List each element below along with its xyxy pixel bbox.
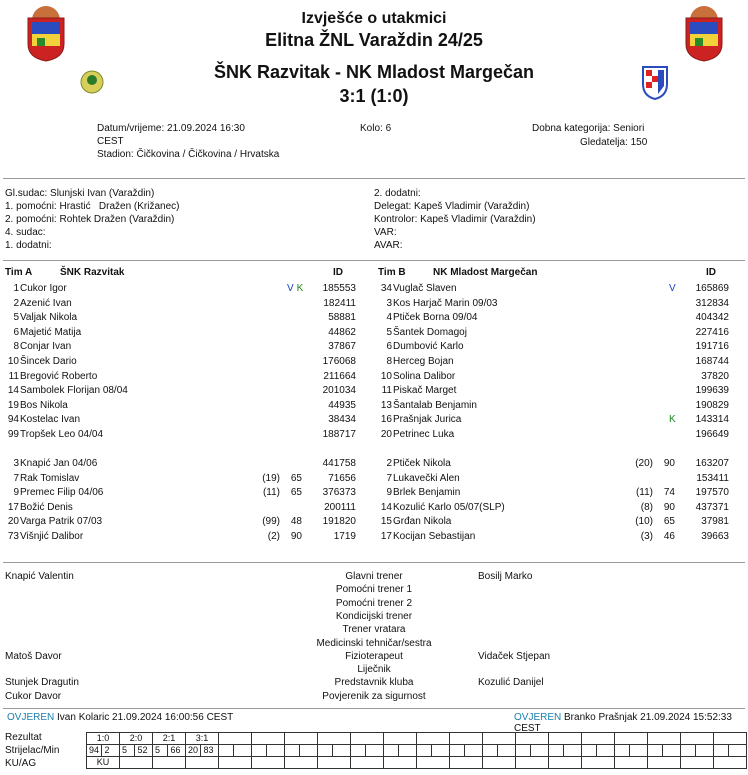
away-staff-name: Bosilj Marko <box>478 571 533 582</box>
scorer-minute-cell <box>300 745 318 757</box>
sub-name: Višnjić Dalibor <box>20 531 84 542</box>
scorer-minute-cell: 2 <box>102 745 120 757</box>
scorer-minute-cell <box>564 745 582 757</box>
player-name: Dumbović Karlo <box>393 341 464 353</box>
sub-name: Brlek Benjamin <box>393 487 461 499</box>
scorer-number-cell: 20 <box>186 745 201 757</box>
scorer-minute-cell <box>399 745 417 757</box>
player-id: 165869 <box>695 283 729 294</box>
result-cell: 2:0 <box>120 733 153 745</box>
sub-minute: 90 <box>663 501 675 513</box>
player-id: 200111 <box>324 501 356 513</box>
scorer-number-cell <box>318 745 333 757</box>
player-number: 1 <box>13 283 19 294</box>
player-id: 404342 <box>695 312 729 324</box>
away-club-logo-icon <box>640 64 670 100</box>
player-number: 94 <box>7 414 19 426</box>
result-cell <box>483 733 516 745</box>
sub-minute: 48 <box>290 516 302 528</box>
player-name: Solina Dalibor <box>393 370 456 382</box>
scorer-minute-cell <box>432 745 450 757</box>
player-id: 143314 <box>695 414 729 426</box>
competition-name: Elitna ŽNL Varaždin 24/25 <box>265 30 483 50</box>
timezone: CEST <box>97 136 124 147</box>
sub-number: 3 <box>13 458 19 469</box>
player-id: 312834 <box>695 297 729 309</box>
result-cell <box>582 733 615 745</box>
result-cell: 1:0 <box>87 733 120 745</box>
scorer-minute-cell <box>696 745 714 757</box>
home-club-logo-icon <box>80 70 104 94</box>
scorer-number-cell <box>351 745 366 757</box>
sub-replaced: (2) <box>267 531 280 542</box>
player-name: Valjak Nikola <box>20 312 78 324</box>
player-flags <box>669 282 679 296</box>
round: Kolo: 6 <box>360 123 392 134</box>
player-id: 44862 <box>328 326 356 338</box>
sub-replaced: (99) <box>262 516 280 528</box>
team-b-id-header: ID <box>706 267 716 278</box>
player-number: 34 <box>380 283 392 294</box>
player-id: 168744 <box>695 356 729 367</box>
scorer-number-cell <box>483 745 498 757</box>
official-line: Kontrolor: Kapeš Vladimir (Varaždin) <box>374 214 536 225</box>
player-number: 14 <box>7 385 19 397</box>
player-id: 441758 <box>322 458 356 469</box>
player-id: 182411 <box>323 297 356 309</box>
sub-number: 17 <box>380 531 392 542</box>
sub-name: Premec Filip 04/06 <box>20 487 104 499</box>
player-name: Kos Harjač Marin 09/03 <box>393 297 498 309</box>
staff-role: Povjerenik za sigurnost <box>322 690 426 702</box>
ku-cell <box>120 757 153 769</box>
scorer-minute-cell <box>531 745 549 757</box>
player-name: Šantek Domagoj <box>393 326 467 338</box>
age-category: Dobna kategorija: Seniori <box>532 123 645 134</box>
ku-cell <box>285 757 318 769</box>
player-id: 376373 <box>322 487 356 499</box>
result-label: Rezultat <box>5 732 42 743</box>
sub-number: 14 <box>380 501 392 513</box>
player-name: Azenić Ivan <box>20 297 72 309</box>
scorer-number-cell: 5 <box>120 745 135 757</box>
team-b-name: NK Mladost Margečan <box>433 267 538 278</box>
scorer-number-cell: 5 <box>153 745 168 757</box>
result-cell <box>351 733 384 745</box>
player-name: Bregović Roberto <box>20 370 98 382</box>
scorer-number-cell: 94 <box>87 745 102 757</box>
sub-replaced: (10) <box>635 516 653 528</box>
sub-number: 73 <box>7 531 19 542</box>
sub-name: Ptiček Nikola <box>393 458 451 469</box>
player-id: 58881 <box>328 312 356 324</box>
scorer-minute-cell <box>630 745 648 757</box>
sub-name: Rak Tomislav <box>20 472 80 484</box>
match-title: ŠNK Razvitak - NK Mladost Margečan <box>213 62 535 82</box>
player-name: Kostelac Ivan <box>20 414 81 426</box>
player-number: 10 <box>380 370 392 382</box>
result-cell <box>681 733 714 745</box>
scorer-minute-cell <box>234 745 252 757</box>
result-cell <box>285 733 318 745</box>
official-line: Delegat: Kapeš Vladimir (Varaždin) <box>374 201 530 212</box>
team-b-label: Tim B <box>378 267 406 278</box>
player-id: 1719 <box>333 531 356 542</box>
player-name: Majetić Matija <box>20 326 82 338</box>
result-cell <box>417 733 450 745</box>
result-cell <box>648 733 681 745</box>
scorer-number-cell <box>219 745 234 757</box>
away-staff-name: Kozulić Danijel <box>478 677 544 689</box>
player-name: Bos Nikola <box>20 399 68 411</box>
sub-number: 17 <box>7 501 19 513</box>
staff-role: Fizioterapeut <box>345 650 403 662</box>
competition-crest-left-icon <box>22 4 70 62</box>
team-a-name: ŠNK Razvitak <box>60 267 125 278</box>
result-cell <box>219 733 252 745</box>
divider <box>3 178 745 179</box>
player-id: 37867 <box>328 341 356 353</box>
player-id: 38434 <box>328 414 356 426</box>
scorer-minute-cell <box>663 745 681 757</box>
scorer-number-cell <box>549 745 564 757</box>
home-staff-name: Knapić Valentin <box>5 571 74 582</box>
player-number: 3 <box>386 297 392 309</box>
scorer-minute-cell <box>597 745 615 757</box>
result-cell <box>450 733 483 745</box>
sub-replaced: (11) <box>262 487 280 499</box>
player-id: 196649 <box>695 429 729 440</box>
player-id: 191820 <box>322 516 356 528</box>
scorer-minute-cell <box>267 745 285 757</box>
player-id: 188717 <box>322 429 356 440</box>
official-line: VAR: <box>374 227 397 238</box>
player-id: 197570 <box>695 487 729 499</box>
player-name: Šincek Dario <box>20 356 77 367</box>
player-name: Conjar Ivan <box>20 341 72 353</box>
scorer-minute-cell <box>465 745 483 757</box>
sub-minute: 46 <box>663 531 675 542</box>
player-number: 8 <box>386 356 392 367</box>
player-number: 4 <box>386 312 392 324</box>
player-id: 163207 <box>695 458 729 469</box>
ku-cell <box>516 757 549 769</box>
player-number: 13 <box>380 399 392 411</box>
official-line: 2. dodatni: <box>374 188 421 199</box>
captain-flag: K <box>669 414 676 426</box>
player-name: Piskač Marget <box>393 385 457 397</box>
player-id: 190829 <box>695 399 729 411</box>
report-title: Izvješće o utakmici <box>301 10 447 27</box>
sub-minute: 65 <box>290 487 302 499</box>
scorer-number-cell <box>450 745 465 757</box>
sub-number: 7 <box>386 472 392 484</box>
sub-name: Kozulić Karlo 05/07(SLP) <box>393 501 505 513</box>
result-cell <box>714 733 747 745</box>
player-name: Prašnjak Jurica <box>393 414 462 426</box>
scorer-minute-cell: 52 <box>135 745 153 757</box>
ku-cell <box>714 757 747 769</box>
player-id: 71656 <box>328 472 356 484</box>
player-name: Cukor Igor <box>20 283 67 294</box>
scorer-number-cell <box>714 745 729 757</box>
ku-cell <box>450 757 483 769</box>
player-id: 211664 <box>323 370 356 382</box>
player-number: 99 <box>7 429 19 440</box>
sub-name: Božić Denis <box>20 501 73 513</box>
ku-cell <box>483 757 516 769</box>
sub-name: Kocijan Sebastijan <box>393 531 476 542</box>
verification-home: OVJEREN Ivan Kolaric 21.09.2024 16:00:56 CEST <box>7 712 234 723</box>
sub-replaced: (11) <box>635 487 653 499</box>
ku-cell <box>582 757 615 769</box>
divider <box>3 260 745 261</box>
result-cell <box>615 733 648 745</box>
sub-minute: 74 <box>663 487 675 499</box>
team-a-id-header: ID <box>333 267 343 278</box>
player-id: 176068 <box>322 356 356 367</box>
sub-number: 7 <box>13 472 19 484</box>
goalkeeper-flag: V <box>669 283 676 294</box>
sub-name: Varga Patrik 07/03 <box>20 516 103 528</box>
player-number: 11 <box>8 370 19 382</box>
player-id: 437371 <box>695 501 729 513</box>
official-line: 1. pomoćni: Hrastić Dražen (Križanec) <box>5 201 180 212</box>
sub-minute: 65 <box>290 472 302 484</box>
divider <box>3 708 745 709</box>
captain-flag: K <box>296 283 304 294</box>
staff-role: Glavni trener <box>345 571 403 582</box>
player-number: 16 <box>380 414 392 426</box>
scorer-number-cell <box>681 745 696 757</box>
goalkeeper-flag: V <box>287 283 294 294</box>
team-a-label: Tim A <box>5 267 33 278</box>
sub-minute: 65 <box>663 516 675 528</box>
player-id: 191716 <box>695 341 729 353</box>
verification-away: OVJEREN Branko Prašnjak 21.09.2024 15:52:33 CEST <box>514 712 732 734</box>
scorer-number-cell <box>582 745 597 757</box>
scorer-minute-cell <box>333 745 351 757</box>
sub-number: 20 <box>7 516 19 528</box>
player-id: 199639 <box>695 385 729 397</box>
official-line: Gl.sudac: Slunjski Ivan (Varaždin) <box>5 188 155 199</box>
staff-role: Predstavnik kluba <box>334 677 414 689</box>
scorer-number-cell <box>417 745 432 757</box>
staff-role: Pomoćni trener 1 <box>335 584 413 596</box>
ku-cell <box>384 757 417 769</box>
sub-minute: 90 <box>290 531 302 542</box>
ku-cell <box>219 757 252 769</box>
sub-number: 9 <box>13 487 19 499</box>
ku-cell <box>549 757 582 769</box>
player-name: Herceg Bojan <box>393 356 454 367</box>
result-cell: 3:1 <box>186 733 219 745</box>
sub-name: Lukavečki Alen <box>393 472 460 484</box>
official-line: AVAR: <box>374 240 403 251</box>
official-line: 4. sudac: <box>5 227 46 238</box>
stadium: Stadion: Čičkovina / Čičkovina / Hrvatska <box>97 149 280 160</box>
player-id: 227416 <box>695 326 729 338</box>
player-flags <box>669 413 679 427</box>
result-cell <box>252 733 285 745</box>
player-flags <box>287 282 306 296</box>
ku-cell <box>615 757 648 769</box>
player-number: 10 <box>7 356 19 367</box>
player-number: 6 <box>13 326 19 338</box>
sub-replaced: (19) <box>262 472 280 484</box>
result-cell <box>549 733 582 745</box>
result-cell: 2:1 <box>153 733 186 745</box>
ku-cell <box>417 757 450 769</box>
home-staff-name: Stunjek Dragutin <box>5 677 79 689</box>
official-line: 1. dodatni: <box>5 240 52 251</box>
scorer-number-cell <box>615 745 630 757</box>
summary-grid <box>86 732 747 769</box>
sub-name: Knapić Jan 04/06 <box>20 458 98 469</box>
competition-crest-right-icon <box>680 4 728 62</box>
staff-role: Liječnik <box>357 664 391 676</box>
player-id: 37820 <box>701 370 729 382</box>
player-number: 2 <box>13 297 19 309</box>
home-staff-name: Matoš Davor <box>5 650 62 662</box>
ku-cell <box>681 757 714 769</box>
result-cell <box>516 733 549 745</box>
sub-replaced: (20) <box>635 458 653 469</box>
player-name: Šantalab Benjamin <box>393 399 477 411</box>
sub-replaced: (8) <box>640 501 653 513</box>
away-staff-name: Vidaček Stjepan <box>478 650 551 662</box>
player-number: 20 <box>380 429 392 440</box>
spectators: Gledatelja: 150 <box>580 137 648 148</box>
scorer-number-cell <box>252 745 267 757</box>
player-name: Tropšek Leo 04/04 <box>20 429 104 440</box>
staff-role: Medicinski tehničar/sestra <box>316 637 432 649</box>
sub-replaced: (3) <box>640 531 653 542</box>
staff-role: Pomoćni trener 2 <box>335 597 413 609</box>
scorer-minute-cell <box>729 745 747 757</box>
player-id: 153411 <box>696 472 729 484</box>
ku-cell: KU <box>87 757 120 769</box>
scorer-minute-cell: 66 <box>168 745 186 757</box>
ku-cell <box>648 757 681 769</box>
sub-minute: 90 <box>663 458 675 469</box>
player-number: 5 <box>13 312 19 324</box>
sub-number: 15 <box>380 516 392 528</box>
player-number: 19 <box>7 399 19 411</box>
sub-number: 2 <box>386 458 392 469</box>
official-line: 2. pomoćni: Rohtek Dražen (Varaždin) <box>5 214 175 225</box>
player-id: 37981 <box>701 516 729 528</box>
player-number: 11 <box>381 385 392 397</box>
player-number: 8 <box>13 341 19 353</box>
sub-number: 9 <box>386 487 392 499</box>
scorer-minute-cell <box>366 745 384 757</box>
ku-cell <box>318 757 351 769</box>
ku-cell <box>252 757 285 769</box>
scorer-minute-cell: 83 <box>201 745 219 757</box>
scorer-number-cell <box>648 745 663 757</box>
match-score: 3:1 (1:0) <box>339 86 409 106</box>
sub-name: Grđan Nikola <box>393 516 452 528</box>
scorer-number-cell <box>384 745 399 757</box>
scorer-number-cell <box>516 745 531 757</box>
player-id: 201034 <box>322 385 356 397</box>
player-name: Vuglač Slaven <box>393 283 457 294</box>
datetime: Datum/vrijeme: 21.09.2024 16:30 <box>97 123 245 134</box>
ku-label: KU/AG <box>5 758 37 769</box>
player-id: 44935 <box>328 399 356 411</box>
home-staff-name: Cukor Davor <box>5 690 62 702</box>
player-id: 185553 <box>322 283 356 294</box>
player-number: 5 <box>386 326 392 338</box>
player-name: Petrinec Luka <box>393 429 455 440</box>
player-id: 39663 <box>701 531 729 542</box>
player-number: 6 <box>386 341 392 353</box>
divider <box>3 562 745 563</box>
result-cell <box>318 733 351 745</box>
scorer-label: Strijelac/Min <box>5 745 60 756</box>
staff-role: Kondicijski trener <box>335 610 413 622</box>
player-name: Ptiček Borna 09/04 <box>393 312 478 324</box>
result-cell <box>384 733 417 745</box>
ku-cell <box>351 757 384 769</box>
ku-cell <box>153 757 186 769</box>
ku-cell <box>186 757 219 769</box>
staff-role: Trener vratara <box>342 624 406 636</box>
scorer-minute-cell <box>498 745 516 757</box>
scorer-number-cell <box>285 745 300 757</box>
player-name: Sambolek Florijan 08/04 <box>20 385 128 397</box>
